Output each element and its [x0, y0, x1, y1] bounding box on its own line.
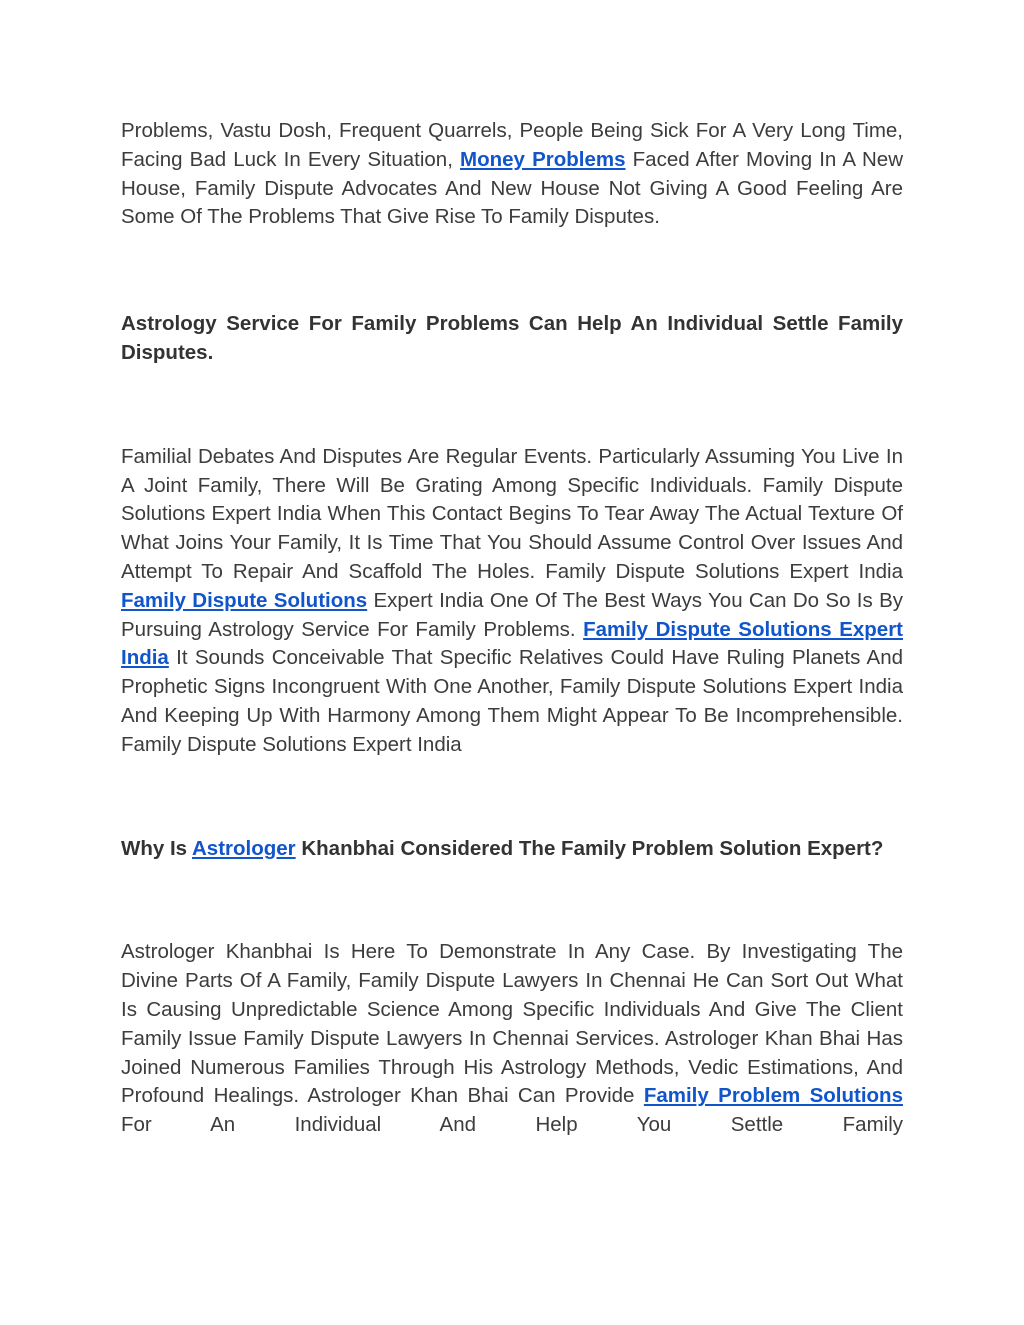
heading-why-astrologer	[121, 835, 903, 864]
paragraph-text: Faced After Moving In A New House, Family Dispute Advocates And New House Not Giving A Good Feeling Are Some Of The Problems That Give Rise To Family Disputes.	[121, 147, 904, 229]
paragraph-text: Problems, Vastu Dosh, Frequent Quarrels, People Being Sick For A Very Long Time, Facing Bad Luck In Every Situation,	[121, 119, 903, 171]
heading-text: Why Is	[121, 836, 192, 860]
document-page	[121, 117, 903, 1140]
paragraph-problems	[121, 117, 903, 232]
link-family-dispute-solutions-expert-india[interactable]: Family Dispute Solutions Expert India	[121, 617, 903, 670]
paragraph-familial-debates	[121, 443, 903, 760]
paragraph-text: Expert India One Of The Best Ways You Can Do So Is By Pursuing Astrology Service For Family Problems.	[121, 588, 904, 641]
paragraph-text: For An Individual And Help You Settle Family	[121, 1113, 903, 1137]
link-astrologer[interactable]: Astrologer	[192, 836, 296, 860]
heading-astrology-service: Astrology Service For Family Problems Can Help An Individual Settle Family Disputes.	[121, 312, 903, 364]
link-family-dispute-solutions[interactable]: Family Dispute Solutions	[121, 588, 368, 612]
paragraph-text: Familial Debates And Disputes Are Regular Events. Particularly Assuming You Live In A Joint Family, There Will Be Grating Among Specific Individuals. Family Dispute Solutions Expert India When This Contact Begins To Tear Away The Actual Texture Of What Joins Your Family, It Is Time That You Should Assume Control Over Issues And Attempt To Repair And Scaffold The Holes. Family Dispute Solutions Expert India	[121, 444, 903, 583]
paragraph-astrologer-khanbhai	[121, 938, 903, 1140]
heading-text: Khanbhai Considered The Family Problem Solution Expert?	[295, 836, 884, 860]
paragraph-text: It Sounds Conceivable That Specific Relatives Could Have Ruling Planets And Prophetic Signs Incongruent With One Another, Family Dispute Solutions Expert India And Keeping Up With Harmony Among Them Might Appear To Be Incomprehensible. Family Dispute Solutions Expert India	[121, 646, 903, 756]
paragraph-text: Astrologer Khanbhai Is Here To Demonstrate In Any Case. By Investigating The Divine Parts Of A Family, Family Dispute Lawyers In Chennai He Can Sort Out What Is Causing Unpredictable Science Among Specific Individuals And Give The Client Family Issue Family Dispute Lawyers In Chennai Services. Astrologer Khan Bhai Has Joined Numerous Families Through His Astrology Methods, Vedic Estimations, And Profound Healings. Astrologer Khan Bhai Can Provide	[121, 940, 903, 1108]
link-money-problems[interactable]: Money Problems	[460, 147, 626, 171]
link-family-problem-solutions[interactable]: Family Problem Solutions	[643, 1084, 903, 1108]
